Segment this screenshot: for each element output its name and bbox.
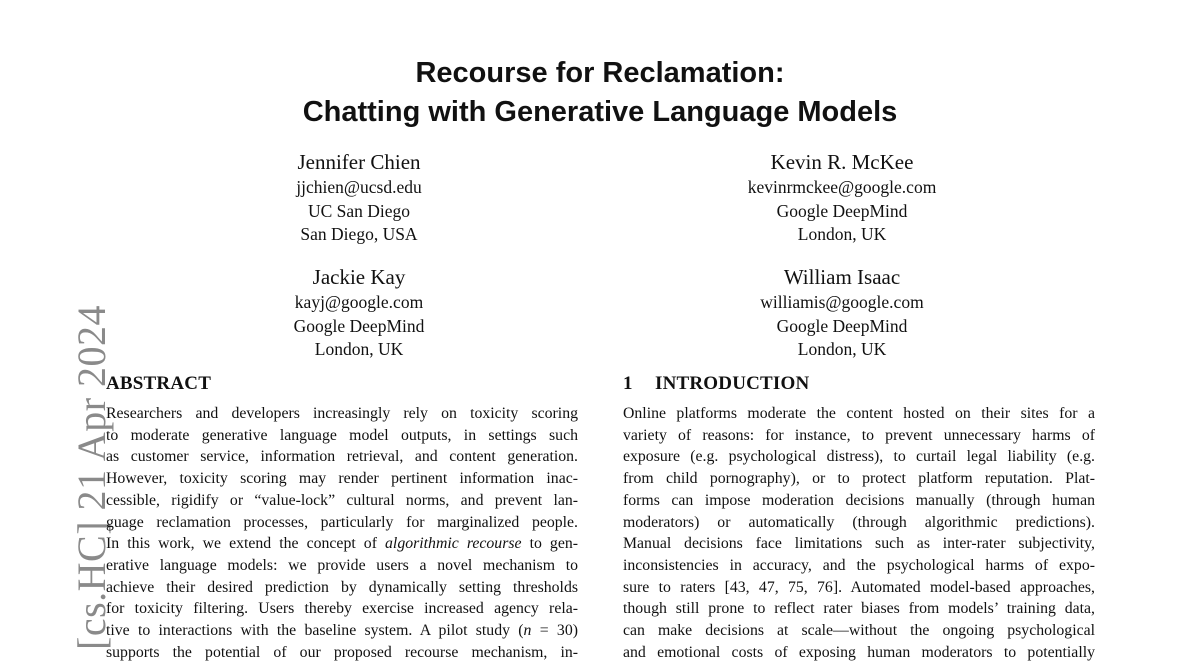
author-email: jjchien@ucsd.edu xyxy=(296,177,422,197)
paper-title xyxy=(0,54,1200,132)
intro-line: Online platforms moderate the content hosted on their sites for a xyxy=(623,405,1095,422)
author-location: London, UK xyxy=(314,339,404,359)
author-location: London, UK xyxy=(797,224,887,244)
intro-line: forms can impose moderation decisions manually (through human xyxy=(623,491,1095,509)
author-affiliation: UC San Diego xyxy=(307,200,411,221)
author-location: London, UK xyxy=(797,339,887,359)
abstract-line: cessible, rigidify or “value-lock” cultural norms, and prevent lan- xyxy=(106,491,578,509)
section-number: 1 xyxy=(623,373,633,394)
arxiv-stamp-text: [cs.HC] 21 Apr 2024 xyxy=(69,304,114,650)
intro-line: inconsistencies in accuracy, and the psychological harms of expo- xyxy=(623,556,1095,574)
sample-size-variable: n xyxy=(523,622,532,640)
abstract-line-head: tive to interactions with the baseline system. A pilot study ( xyxy=(106,622,524,640)
section-title: INTRODUCTION xyxy=(655,373,810,394)
algorithmic-recourse-term: algorithmic recourse xyxy=(385,535,522,553)
abstract-line xyxy=(106,533,578,555)
abstract-line: erative language models: we provide users a novel mechanism to xyxy=(106,556,578,574)
arxiv-stamp xyxy=(26,300,114,650)
abstract-line: guage reclamation processes, particularly for marginalized people. xyxy=(106,513,578,531)
abstract-line-tail: = 30) xyxy=(531,622,578,640)
author-email: kayj@google.com xyxy=(294,292,424,312)
intro-line: from child pornography), or to protect platform reputation. Plat- xyxy=(623,470,1095,488)
author-name: Kevin R. McKee xyxy=(770,150,914,174)
author-email: kevinrmckee@google.com xyxy=(747,177,937,197)
author-name: William Isaac xyxy=(783,265,901,289)
intro-body xyxy=(623,403,1095,663)
abstract-line: to moderate generative language model outputs, in settings such xyxy=(106,426,578,444)
author-email: williamis@google.com xyxy=(760,292,924,312)
abstract-line xyxy=(106,620,578,642)
abstract-line: Researchers and developers increasingly rely on toxicity scoring xyxy=(106,405,578,422)
intro-line: can make decisions at scale—without the ongoing psychological xyxy=(623,622,1095,640)
abstract-line: supports the potential of our proposed recourse mechanism, in- xyxy=(106,643,578,661)
intro-line: variety of reasons: for instance, to prevent unnecessary harms of xyxy=(623,426,1095,444)
author-block-2 xyxy=(682,148,1002,247)
intro-line: and emotional costs of exposing human moderators to potentially xyxy=(623,643,1095,661)
author-affiliation: Google DeepMind xyxy=(293,315,425,336)
abstract-line-tail: to gen- xyxy=(521,535,579,553)
author-location: San Diego, USA xyxy=(300,224,418,244)
author-name: Jackie Kay xyxy=(312,265,406,289)
intro-line: Manual decisions face limitations such as inter-rater subjectivity, xyxy=(623,535,1095,553)
author-name: Jennifer Chien xyxy=(297,150,421,174)
title-line-2: Chatting with Generative Language Models xyxy=(302,96,898,128)
intro-line: sure to raters [43, 47, 75, 76]. Automated model-based approaches, xyxy=(623,578,1095,596)
author-block-1 xyxy=(199,148,519,247)
intro-line: though still prone to reflect rater biases from models’ training data, xyxy=(623,600,1095,618)
intro-line: moderators) or automatically (through algorithmic predictions). xyxy=(623,513,1095,531)
abstract-line: achieve their desired prediction by dynamically setting thresholds xyxy=(106,578,578,596)
abstract-heading: ABSTRACT xyxy=(106,373,212,394)
author-block-4 xyxy=(682,263,1002,362)
author-block-3 xyxy=(199,263,519,362)
intro-heading xyxy=(623,373,809,395)
abstract-line: for toxicity filtering. Users thereby exercise increased agency rela- xyxy=(106,600,578,618)
abstract-line: as customer service, information retrieval, and content generation. xyxy=(106,448,578,466)
intro-line: exposure (e.g. psychological distress), to curtail legal liability (e.g. xyxy=(623,448,1095,466)
abstract-line: However, toxicity scoring may render pertinent information inac- xyxy=(106,470,578,488)
title-line-1: Recourse for Reclamation: xyxy=(415,57,785,89)
abstract-line-head: In this work, we extend the concept of xyxy=(106,535,386,553)
abstract-body xyxy=(106,403,578,663)
author-affiliation: Google DeepMind xyxy=(776,200,908,221)
author-affiliation: Google DeepMind xyxy=(776,315,908,336)
